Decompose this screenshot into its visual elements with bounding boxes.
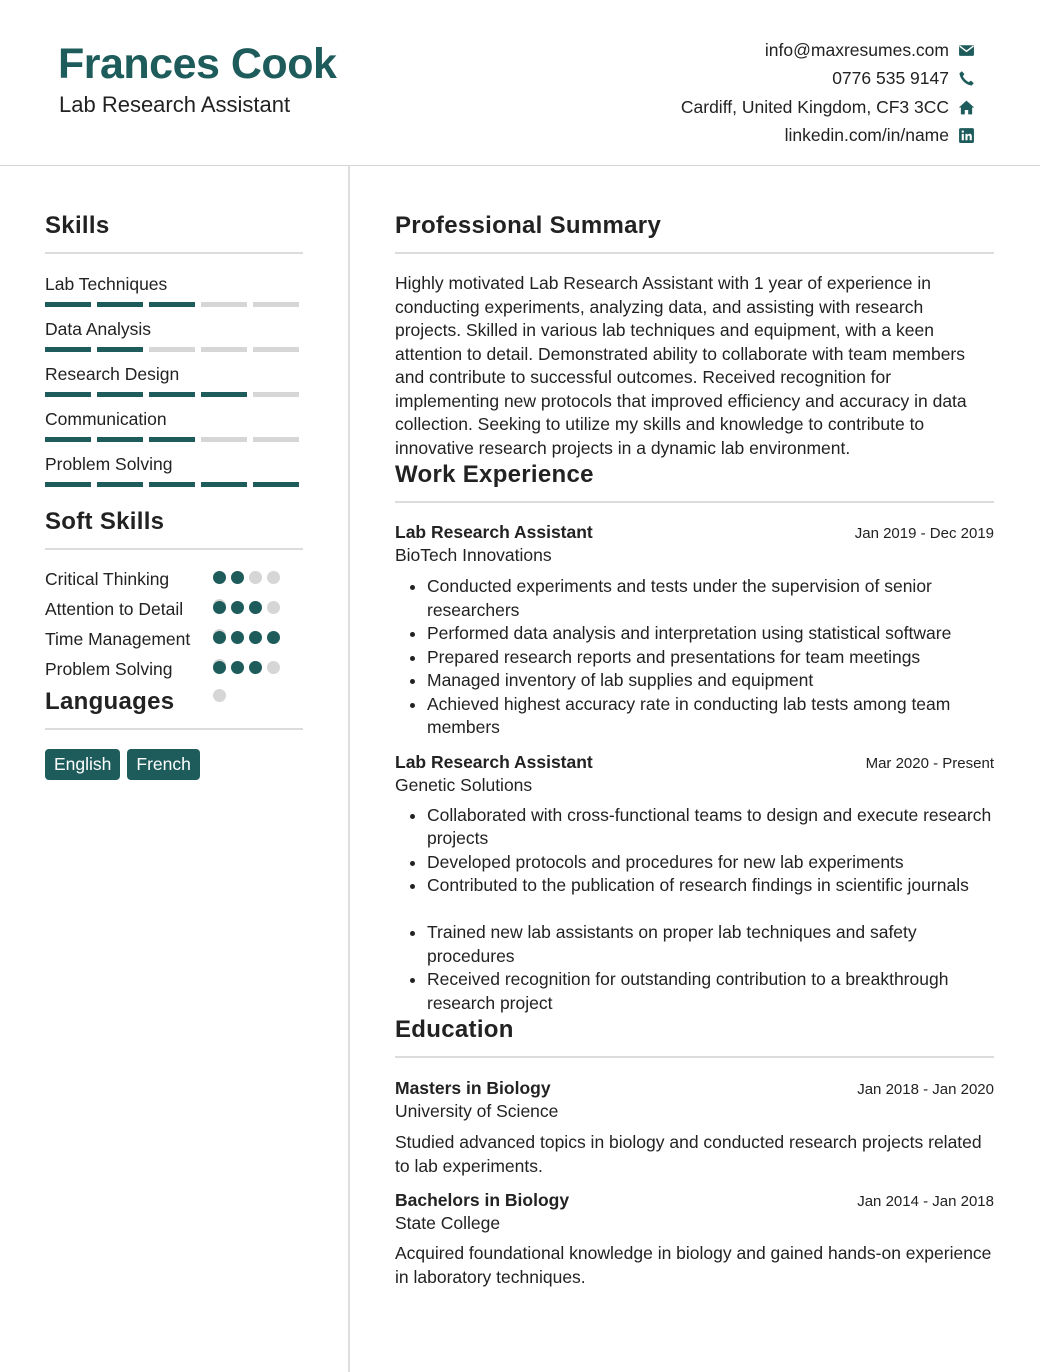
rating-dot	[213, 631, 226, 644]
contact-list	[681, 36, 975, 150]
rating-dot	[249, 661, 262, 674]
bullet-item: • Achieved highest accuracy rate in conducting lab tests among team members	[427, 693, 994, 740]
soft-skills-list	[45, 567, 303, 681]
skill-item	[45, 318, 303, 352]
skill-item	[45, 363, 303, 397]
soft-skill-label: Attention to Detail	[45, 599, 184, 619]
job-entry	[395, 521, 994, 740]
rating-dot	[213, 601, 226, 614]
skill-item	[45, 273, 303, 307]
bullet-item: • Trained new lab assistants on proper lab techniques and safety procedures	[427, 921, 994, 968]
bullet-item: • Contributed to the publication of research findings in scientific journals	[427, 874, 994, 898]
envelope-icon	[957, 41, 975, 59]
rating-dot	[249, 601, 262, 614]
skills-list	[45, 273, 303, 487]
degree-title: Bachelors in Biology	[395, 1190, 570, 1210]
skill-meter	[45, 392, 303, 397]
rating-dot	[231, 631, 244, 644]
skill-meter-segment	[253, 437, 299, 442]
soft-skill-rating	[213, 661, 293, 702]
language-tag: French	[127, 749, 199, 780]
job-title: Lab Research Assistant	[395, 522, 593, 542]
education-description: Studied advanced topics in biology and conducted research projects related to lab experiments.	[395, 1132, 982, 1176]
linkedin-icon	[957, 127, 975, 145]
soft-skills-heading: Soft Skills	[45, 508, 165, 535]
contact-address	[681, 93, 975, 122]
rating-dot	[213, 571, 226, 584]
skill-meter	[45, 302, 303, 307]
skill-meter-segment	[97, 482, 143, 487]
education-description: Acquired foundational knowledge in biology and gained hands-on experience in laboratory techniques.	[395, 1243, 992, 1287]
skill-label: Data Analysis	[45, 319, 152, 339]
languages-list	[45, 749, 303, 780]
skill-meter-segment	[149, 302, 195, 307]
skill-item	[45, 408, 303, 442]
bullet-item: • Developed protocols and procedures for new lab experiments	[427, 851, 994, 875]
language-tag: English	[45, 749, 120, 780]
rating-dot	[267, 601, 280, 614]
soft-skill-item	[45, 597, 303, 621]
school-name: State College	[395, 1213, 501, 1233]
bullet-item: • Conducted experiments and tests under the supervision of senior researchers	[427, 575, 994, 622]
skill-label: Research Design	[45, 364, 180, 384]
education-date: Jan 2014 - Jan 2018	[857, 1193, 994, 1210]
soft-skill-label: Problem Solving	[45, 659, 173, 679]
rating-dot	[267, 661, 280, 674]
candidate-name: Frances Cook	[58, 40, 337, 88]
education-heading: Education	[395, 1016, 514, 1043]
skill-meter	[45, 347, 303, 352]
summary-heading: Professional Summary	[395, 212, 662, 239]
contact-email-text: info@maxresumes.com	[764, 39, 949, 60]
skill-meter	[45, 437, 303, 442]
skill-meter-segment	[149, 392, 195, 397]
job-date: Mar 2020 - Present	[865, 754, 994, 772]
job-bullets	[395, 804, 994, 1016]
skill-meter-segment	[97, 302, 143, 307]
contact-phone[interactable]	[681, 65, 975, 94]
soft-skill-item	[45, 657, 303, 681]
education-entry	[395, 1077, 994, 1178]
bullet-item: • Received recognition for outstanding contribution to a breakthrough research project	[427, 968, 994, 1015]
bullet-item: • Prepared research reports and presentations for team meetings	[427, 646, 994, 670]
job-company: Genetic Solutions	[395, 774, 533, 795]
candidate-title: Lab Research Assistant	[59, 92, 291, 117]
skill-meter-segment	[253, 392, 299, 397]
bullet-item: • Performed data analysis and interpretation using statistical software	[427, 622, 994, 646]
soft-skill-item	[45, 567, 303, 591]
skill-meter-segment	[201, 392, 247, 397]
skill-meter-segment	[253, 347, 299, 352]
resume-header	[0, 0, 1040, 166]
job-title: Lab Research Assistant	[395, 751, 593, 772]
main-content	[395, 166, 994, 1289]
contact-phone-text: 0776 535 9147	[832, 68, 949, 89]
phone-icon	[957, 70, 975, 88]
home-icon	[957, 98, 975, 116]
rating-dot	[231, 571, 244, 584]
soft-skill-label: Critical Thinking	[45, 569, 170, 589]
education-entry	[395, 1189, 994, 1289]
languages-rule	[45, 728, 303, 730]
skill-meter-segment	[201, 482, 247, 487]
bullet-item: • Managed inventory of lab supplies and equipment	[427, 669, 994, 693]
rating-dot	[213, 689, 226, 702]
column-divider	[348, 166, 350, 1372]
skill-label: Communication	[45, 409, 167, 429]
contact-address-text: Cardiff, United Kingdom, CF3 3CC	[680, 96, 949, 117]
skill-meter-segment	[201, 302, 247, 307]
sidebar	[45, 166, 303, 780]
job-date: Jan 2019 - Dec 2019	[854, 525, 994, 542]
skill-meter-segment	[201, 437, 247, 442]
skill-meter-segment	[97, 347, 143, 352]
contact-linkedin-text: linkedin.com/in/name	[784, 125, 949, 146]
rating-dot	[231, 601, 244, 614]
skill-meter	[45, 482, 303, 487]
skill-label: Lab Techniques	[45, 274, 168, 294]
skill-meter-segment	[201, 347, 247, 352]
rating-dot	[267, 631, 280, 644]
skill-meter-segment	[45, 392, 91, 397]
education-date: Jan 2018 - Jan 2020	[857, 1081, 994, 1098]
experience-heading: Work Experience	[395, 461, 594, 488]
soft-skill-item	[45, 627, 303, 651]
rating-dot	[231, 661, 244, 674]
skill-item	[45, 453, 303, 487]
skill-meter-segment	[45, 302, 91, 307]
school-name: University of Science	[395, 1101, 559, 1121]
degree-title: Masters in Biology	[395, 1078, 551, 1098]
contact-linkedin[interactable]	[681, 122, 975, 151]
rating-dot	[213, 661, 226, 674]
skill-meter-segment	[45, 482, 91, 487]
summary-text: Highly motivated Lab Research Assistant with 1 year of experience in conducting experiments, analyzing data, and assisting with research projects. Skilled in various lab techniques and equipment, with a keen attention to detail. Demonstrated ability to collaborate with team members and contribute to successful outcomes. Received recognition for implementing new protocols that improved efficiency and accuracy in data collection. Seeking to utilize my skills and knowledge to contribute to innovative research projects in a dynamic lab environment.	[395, 273, 967, 458]
skill-meter-segment	[149, 347, 195, 352]
skill-meter-segment	[45, 347, 91, 352]
job-entry	[395, 751, 994, 1016]
skill-label: Problem Solving	[45, 454, 173, 474]
skill-meter-segment	[149, 482, 195, 487]
rating-dot	[249, 631, 262, 644]
job-company: BioTech Innovations	[395, 545, 552, 565]
skill-meter-segment	[45, 437, 91, 442]
skill-meter-segment	[253, 302, 299, 307]
bullet-item: • Collaborated with cross-functional teams to design and execute research projects	[427, 804, 994, 851]
skills-heading: Skills	[45, 212, 110, 239]
rating-dot	[267, 571, 280, 584]
rating-dot	[249, 571, 262, 584]
languages-heading: Languages	[45, 688, 175, 715]
skill-meter-segment	[253, 482, 299, 487]
skill-meter-segment	[97, 392, 143, 397]
skill-meter-segment	[97, 437, 143, 442]
job-bullets	[395, 575, 994, 740]
soft-skill-label: Time Management	[45, 629, 191, 649]
contact-email[interactable]	[681, 36, 975, 65]
skill-meter-segment	[149, 437, 195, 442]
